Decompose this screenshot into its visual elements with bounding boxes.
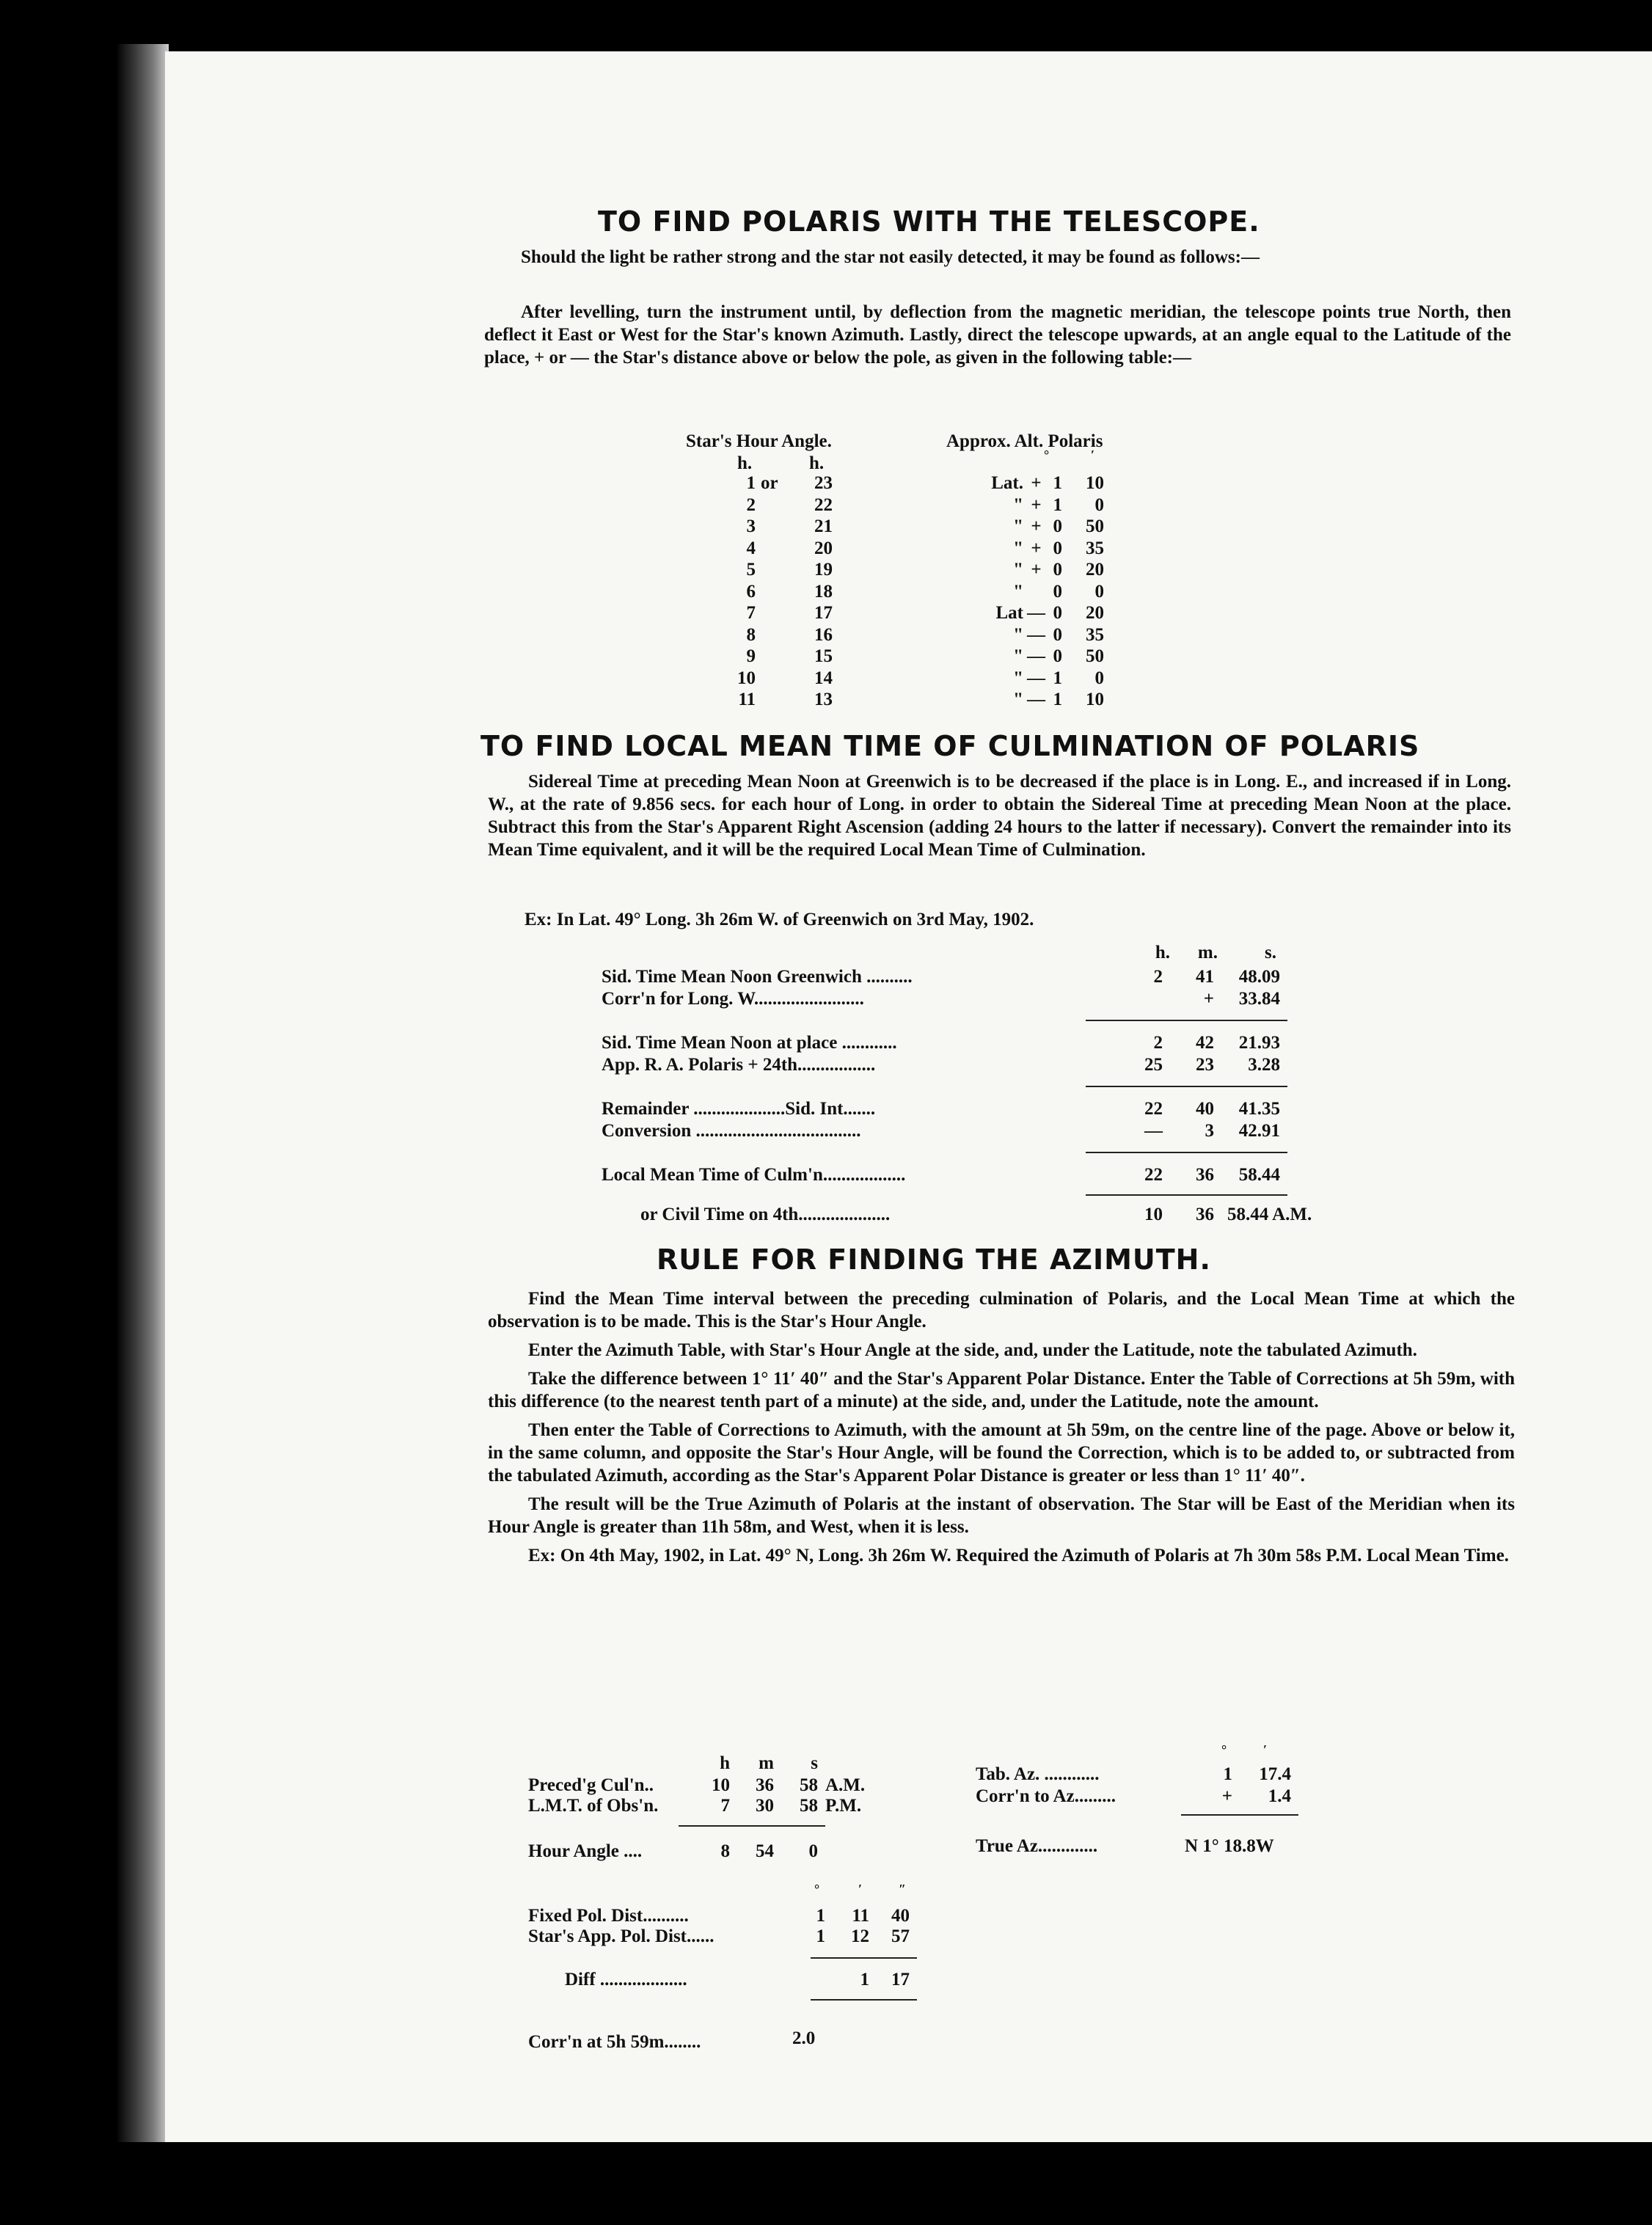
row-m: 36: [1196, 1205, 1214, 1224]
unit-h-left: h.: [737, 453, 753, 473]
row-label: or Civil Time on 4th....................: [640, 1205, 891, 1224]
app-pol-dist-label: Star's App. Pol. Dist......: [528, 1926, 714, 1946]
col-deg: °: [1221, 1742, 1227, 1757]
unit-h-right: h.: [809, 453, 825, 473]
rule-paragraph: Enter the Azimuth Table, with Star's Hour Angle at the side, and, under the Latitude, note the tabulated Azimuth.: [528, 1340, 1417, 1360]
row-h: 10: [1144, 1205, 1163, 1224]
azimuth-rules: [488, 1287, 1515, 1567]
row-ampm: A.M.: [825, 1775, 866, 1795]
row-s: 3.28: [1248, 1055, 1280, 1075]
section-title-culmination: TO FIND LOCAL MEAN TIME OF CULMINATION OF POLARIS: [480, 730, 1420, 762]
polaris-row-sign: +: [1031, 516, 1042, 536]
polaris-row-hour-a: 1: [746, 473, 756, 493]
polaris-row-sign: +: [1031, 473, 1042, 493]
col-h: h: [720, 1753, 730, 1773]
polaris-row-min: 50: [1086, 646, 1104, 666]
corr-at-value: 2.0: [792, 2028, 816, 2048]
polaris-row-hour-a: 5: [746, 560, 756, 580]
culmination-example: Ex: In Lat. 49° Long. 3h 26m W. of Greenwich on 3rd May, 1902.: [525, 910, 1034, 929]
polaris-row-lat-label: Lat.: [991, 473, 1023, 493]
corr-at-label: Corr'n at 5h 59m........: [528, 2032, 701, 2052]
row-h: 2: [1153, 1033, 1163, 1053]
corr-az-sign: +: [1221, 1786, 1232, 1806]
polaris-row-hour-a: 9: [746, 646, 756, 666]
col-min: ′: [1263, 1742, 1268, 1757]
polaris-row-deg: 1: [1053, 690, 1062, 709]
row-label: App. R. A. Polaris + 24th.................: [602, 1055, 876, 1075]
hour-angle-label: Hour Angle ....: [528, 1841, 643, 1861]
col-m: m.: [1197, 943, 1218, 962]
row-deg: 1: [816, 1906, 825, 1926]
polaris-row-deg: 0: [1053, 582, 1062, 602]
intro-paragraph: Should the light be rather strong and the star not easily detected, it may be found as follows:—: [521, 247, 1260, 267]
polaris-row-hour-a: 11: [738, 690, 756, 709]
sum-rule: [811, 1957, 917, 1959]
row-s: 58: [800, 1796, 818, 1816]
polaris-row-min: 0: [1094, 495, 1104, 515]
polaris-row-lat-label: ": [1013, 582, 1023, 602]
polaris-row-sign: —: [1027, 690, 1045, 709]
polaris-row-deg: 0: [1053, 646, 1062, 666]
tab-az-label: Tab. Az. ............: [976, 1764, 1100, 1784]
row-h: 2: [1153, 967, 1163, 987]
row-h: —: [1144, 1121, 1163, 1141]
polaris-row-hour-b: 13: [814, 690, 833, 709]
polaris-row-deg: 1: [1053, 495, 1062, 515]
row-s: 58.44 A.M.: [1227, 1205, 1312, 1224]
row-m: +: [1203, 989, 1214, 1009]
polaris-row-hour-b: 17: [814, 603, 833, 623]
polaris-row-min: 10: [1086, 473, 1104, 493]
polaris-row-min: 20: [1086, 603, 1104, 623]
row-deg: 1: [816, 1926, 825, 1946]
row-label: Corr'n for Long. W........................: [602, 989, 864, 1009]
row-m: 54: [756, 1841, 774, 1861]
row-s: 0: [808, 1841, 818, 1861]
polaris-row-hour-a: 8: [746, 625, 756, 645]
instructions-paragraph: After levelling, turn the instrument until, by deflection from the magnetic meridian, the telescope points true North, then deflect it East or West for the Star's known Azimuth. Lastly, direct the telescope upwards, at an angle equal to the Latitude of the place, + or — the Star's distance above or below the pole, as given in the following table:—: [484, 302, 1511, 368]
col-s: s: [811, 1753, 818, 1773]
polaris-row-lat-label: ": [1013, 495, 1023, 515]
row-h: 25: [1144, 1055, 1163, 1075]
sum-rule: [1086, 1152, 1287, 1153]
row-h: 8: [720, 1841, 730, 1861]
altitude-header: Approx. Alt. Polaris: [946, 431, 1103, 451]
polaris-row-lat-label: ": [1013, 668, 1023, 688]
rule-paragraph: Then enter the Table of Corrections to Azimuth, with the amount at 5h 59m, on the centre line of the page. Above or below it, in the same column, and opposite the Star's Hour Angle, will be found the Correction, which is to be added to, or subtracted from the tabulated Azimuth, according as the Star's Apparent Polar Distance is greater or less than 1° 11′ 40″.: [488, 1420, 1515, 1486]
azimuth-example: Ex: On 4th May, 1902, in Lat. 49° N, Long. 3h 26m W. Required the Azimuth of Polaris at 7h 30m 58s P.M. Local Mean Time.: [528, 1546, 1509, 1565]
row-m: 42: [1196, 1033, 1214, 1053]
polaris-row-lat-label: ": [1013, 516, 1023, 536]
tab-az-deg: 1: [1223, 1764, 1232, 1784]
polaris-row-hour-b: 16: [814, 625, 833, 645]
polaris-row-hour-a: 2: [746, 495, 756, 515]
polaris-row-deg: 0: [1053, 560, 1062, 580]
row-min: 12: [851, 1926, 869, 1946]
corr-az-min: 1.4: [1268, 1786, 1291, 1806]
row-label: Local Mean Time of Culm'n..................: [602, 1165, 906, 1185]
polaris-row-hour-a: 10: [737, 668, 756, 688]
row-sec: 40: [891, 1906, 910, 1926]
col-m: m: [759, 1753, 774, 1773]
polaris-row-lat-label: ": [1013, 560, 1023, 580]
col-min: ′: [858, 1882, 863, 1896]
row-h: 22: [1144, 1099, 1163, 1119]
culmination-paragraph: Sidereal Time at preceding Mean Noon at Greenwich is to be decreased if the place is in Long. E., and increased if in Long. W., at the rate of 9.856 secs. for each hour of Long. in order to obtain the Sidereal Time at preceding Mean Noon at the place. Subtract this from the Star's Apparent Right Ascension (adding 24 hours to the latter if necessary). Convert the remainder into its Mean Time equivalent, and it will be the required Local Mean Time of Culmination.: [488, 772, 1511, 860]
fixed-pol-dist-label: Fixed Pol. Dist..........: [528, 1906, 689, 1926]
row-label: Sid. Time Mean Noon Greenwich ..........: [602, 967, 913, 987]
row-m: 40: [1196, 1099, 1214, 1119]
row-s: 42.91: [1238, 1121, 1280, 1141]
polaris-row-hour-b: 22: [814, 495, 833, 515]
polaris-row-sign: —: [1027, 646, 1045, 666]
true-az-label: True Az.............: [976, 1836, 1098, 1856]
unit-minute: ′: [1091, 447, 1095, 462]
row-m: 41: [1196, 967, 1214, 987]
true-az-value: N 1° 18.8W: [1185, 1836, 1274, 1856]
polaris-row-sign: +: [1031, 538, 1042, 558]
polaris-row-deg: 1: [1053, 473, 1062, 493]
sum-rule: [811, 1999, 917, 2001]
polaris-row-min: 10: [1086, 690, 1104, 709]
row-label: Remainder ....................Sid. Int.......: [602, 1099, 876, 1119]
polaris-row-hour-b: 18: [814, 582, 833, 602]
polaris-row-hour-b: 15: [814, 646, 833, 666]
sum-rule: [1181, 1814, 1298, 1816]
tab-az-min: 17.4: [1259, 1764, 1291, 1784]
hour-angle-header: Star's Hour Angle.: [686, 431, 832, 451]
polaris-row-or: or: [761, 473, 778, 493]
sum-rule: [1086, 1194, 1287, 1196]
polaris-row-lat-label: ": [1013, 538, 1023, 558]
polaris-row-hour-a: 3: [746, 516, 756, 536]
row-m: 30: [756, 1796, 774, 1816]
polaris-row-sign: —: [1027, 625, 1045, 645]
polaris-row-sign: —: [1027, 668, 1045, 688]
polaris-row-lat-label: ": [1013, 690, 1023, 709]
corr-az-label: Corr'n to Az.........: [976, 1786, 1116, 1806]
polaris-row-deg: 1: [1053, 668, 1062, 688]
polaris-row-hour-b: 19: [814, 560, 833, 580]
polaris-row-sign: —: [1027, 603, 1045, 623]
section-title-azimuth: RULE FOR FINDING THE AZIMUTH.: [657, 1243, 1211, 1276]
polaris-row-hour-b: 14: [814, 668, 833, 688]
rule-paragraph: Find the Mean Time interval between the preceding culmination of Polaris, and the Local Mean Time at which the observation is to be made. This is the Star's Hour Angle.: [488, 1289, 1515, 1331]
row-sec: 17: [891, 1970, 910, 1990]
sum-rule: [1086, 1086, 1287, 1087]
polaris-row-min: 20: [1086, 560, 1104, 580]
rule-paragraph: Take the difference between 1° 11′ 40″ and the Star's Apparent Polar Distance. Enter the Table of Corrections at 5h 59m, with this difference (to the nearest tenth part of a minute) at the side, and, under the Latitude, note the amount.: [488, 1369, 1515, 1411]
row-h: 22: [1144, 1165, 1163, 1185]
row-m: 3: [1205, 1121, 1214, 1141]
polaris-row-sign: +: [1031, 560, 1042, 580]
row-ampm: P.M.: [825, 1796, 862, 1816]
polaris-row-lat-label: ": [1013, 625, 1023, 645]
row-s: 58.44: [1238, 1165, 1280, 1185]
polaris-row-lat-label: ": [1013, 646, 1023, 666]
polaris-row-deg: 0: [1053, 603, 1062, 623]
row-m: 23: [1196, 1055, 1214, 1075]
polaris-row-hour-a: 4: [746, 538, 756, 558]
polaris-row-hour-a: 6: [746, 582, 756, 602]
document-page: [165, 51, 1652, 2142]
row-s: 48.09: [1238, 967, 1280, 987]
polaris-row-lat-label: Lat: [995, 603, 1023, 623]
row-m: 36: [756, 1775, 774, 1795]
polaris-row-sign: +: [1031, 495, 1042, 515]
row-label: Conversion ....................................: [602, 1121, 861, 1141]
row-h: 7: [720, 1796, 730, 1816]
row-sec: 57: [891, 1926, 910, 1946]
unit-degree: °: [1044, 447, 1050, 462]
sum-rule: [679, 1825, 825, 1827]
polaris-row-min: 35: [1086, 538, 1104, 558]
col-deg: °: [814, 1882, 820, 1896]
polaris-row-deg: 0: [1053, 625, 1062, 645]
polaris-row-min: 0: [1094, 668, 1104, 688]
polaris-row-deg: 0: [1053, 516, 1062, 536]
preceding-culmination-label: Preced'g Cul'n..: [528, 1775, 654, 1795]
diff-label: Diff ...................: [565, 1970, 687, 1990]
row-m: 36: [1196, 1165, 1214, 1185]
polaris-row-hour-b: 20: [814, 538, 833, 558]
lmt-observation-label: L.M.T. of Obs'n.: [528, 1796, 659, 1816]
polaris-row-deg: 0: [1053, 538, 1062, 558]
row-label: Sid. Time Mean Noon at place ............: [602, 1033, 897, 1053]
row-min: 11: [852, 1906, 869, 1926]
col-sec: ″: [899, 1882, 906, 1896]
row-h: 10: [712, 1775, 730, 1795]
polaris-row-hour-b: 23: [814, 473, 833, 493]
section-title-polaris-telescope: TO FIND POLARIS WITH THE TELESCOPE.: [598, 205, 1260, 238]
polaris-row-hour-b: 21: [814, 516, 833, 536]
row-s: 21.93: [1238, 1033, 1280, 1053]
row-s: 58: [800, 1775, 818, 1795]
polaris-row-hour-a: 7: [746, 603, 756, 623]
book-spine: [117, 44, 169, 2142]
row-min: 1: [860, 1970, 869, 1990]
polaris-row-min: 50: [1086, 516, 1104, 536]
row-s: 41.35: [1238, 1099, 1280, 1119]
polaris-row-min: 0: [1094, 582, 1104, 602]
col-h: h.: [1155, 943, 1170, 962]
row-s: 33.84: [1238, 989, 1280, 1009]
polaris-row-min: 35: [1086, 625, 1104, 645]
col-s: s.: [1265, 943, 1276, 962]
sum-rule: [1086, 1020, 1287, 1021]
rule-paragraph: The result will be the True Azimuth of Polaris at the instant of observation. The Star will be East of the Meridian when its Hour Angle is greater than 11h 58m, and West, when it is less.: [488, 1494, 1515, 1537]
